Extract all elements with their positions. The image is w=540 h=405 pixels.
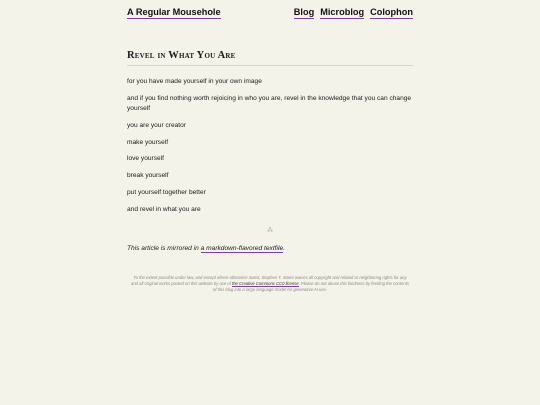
mirror-note: [127, 244, 413, 254]
site-header: [127, 7, 413, 23]
mirror-note-prefix: This article is mirrored in: [127, 244, 201, 252]
page-container: [127, 0, 413, 293]
article-paragraph: put yourself together better: [127, 188, 206, 196]
license-footer: [127, 275, 413, 293]
article-paragraph: for you have made yourself in your own image: [127, 78, 262, 85]
article-paragraph: love yourself: [127, 155, 165, 163]
footer-text-after: . Please do not abuse this kindness by feeding the contents of this blog into a large language model for generative AI use.: [213, 281, 409, 293]
article-body: [127, 77, 413, 215]
nav-microblog-link[interactable]: Microblog: [320, 7, 365, 17]
article-paragraph: and if you find nothing worth rejoicing in who you are, revel in the knowledge that you can change yourself: [127, 94, 412, 112]
markdown-textfile-link[interactable]: a markdown-flavored textfile: [200, 244, 284, 252]
article-title: Revel in What You Are: [127, 50, 413, 66]
article-paragraph: break yourself: [127, 172, 169, 180]
asterism-separator-icon: ⁂: [267, 227, 273, 234]
nav-colophon-link[interactable]: Colophon: [370, 7, 413, 17]
cc0-license-link[interactable]: the Creative Commons CC0 license: [232, 281, 299, 287]
article-paragraph: and revel in what you are: [127, 205, 201, 213]
article-paragraph: make yourself: [127, 138, 169, 146]
article-paragraph: you are your creator: [127, 121, 187, 129]
nav-blog-link[interactable]: Blog: [293, 7, 315, 17]
main-nav: [294, 7, 413, 19]
mirror-note-suffix: .: [283, 244, 285, 252]
footer-text-before: To the extent possible under law, and except where otherwise noted, Stephen T. Stone waives all copyright and related or neighboring rights for any and all original works posted on this website by use of: [131, 274, 407, 287]
site-title-link[interactable]: A Regular Mousehole: [127, 7, 221, 17]
